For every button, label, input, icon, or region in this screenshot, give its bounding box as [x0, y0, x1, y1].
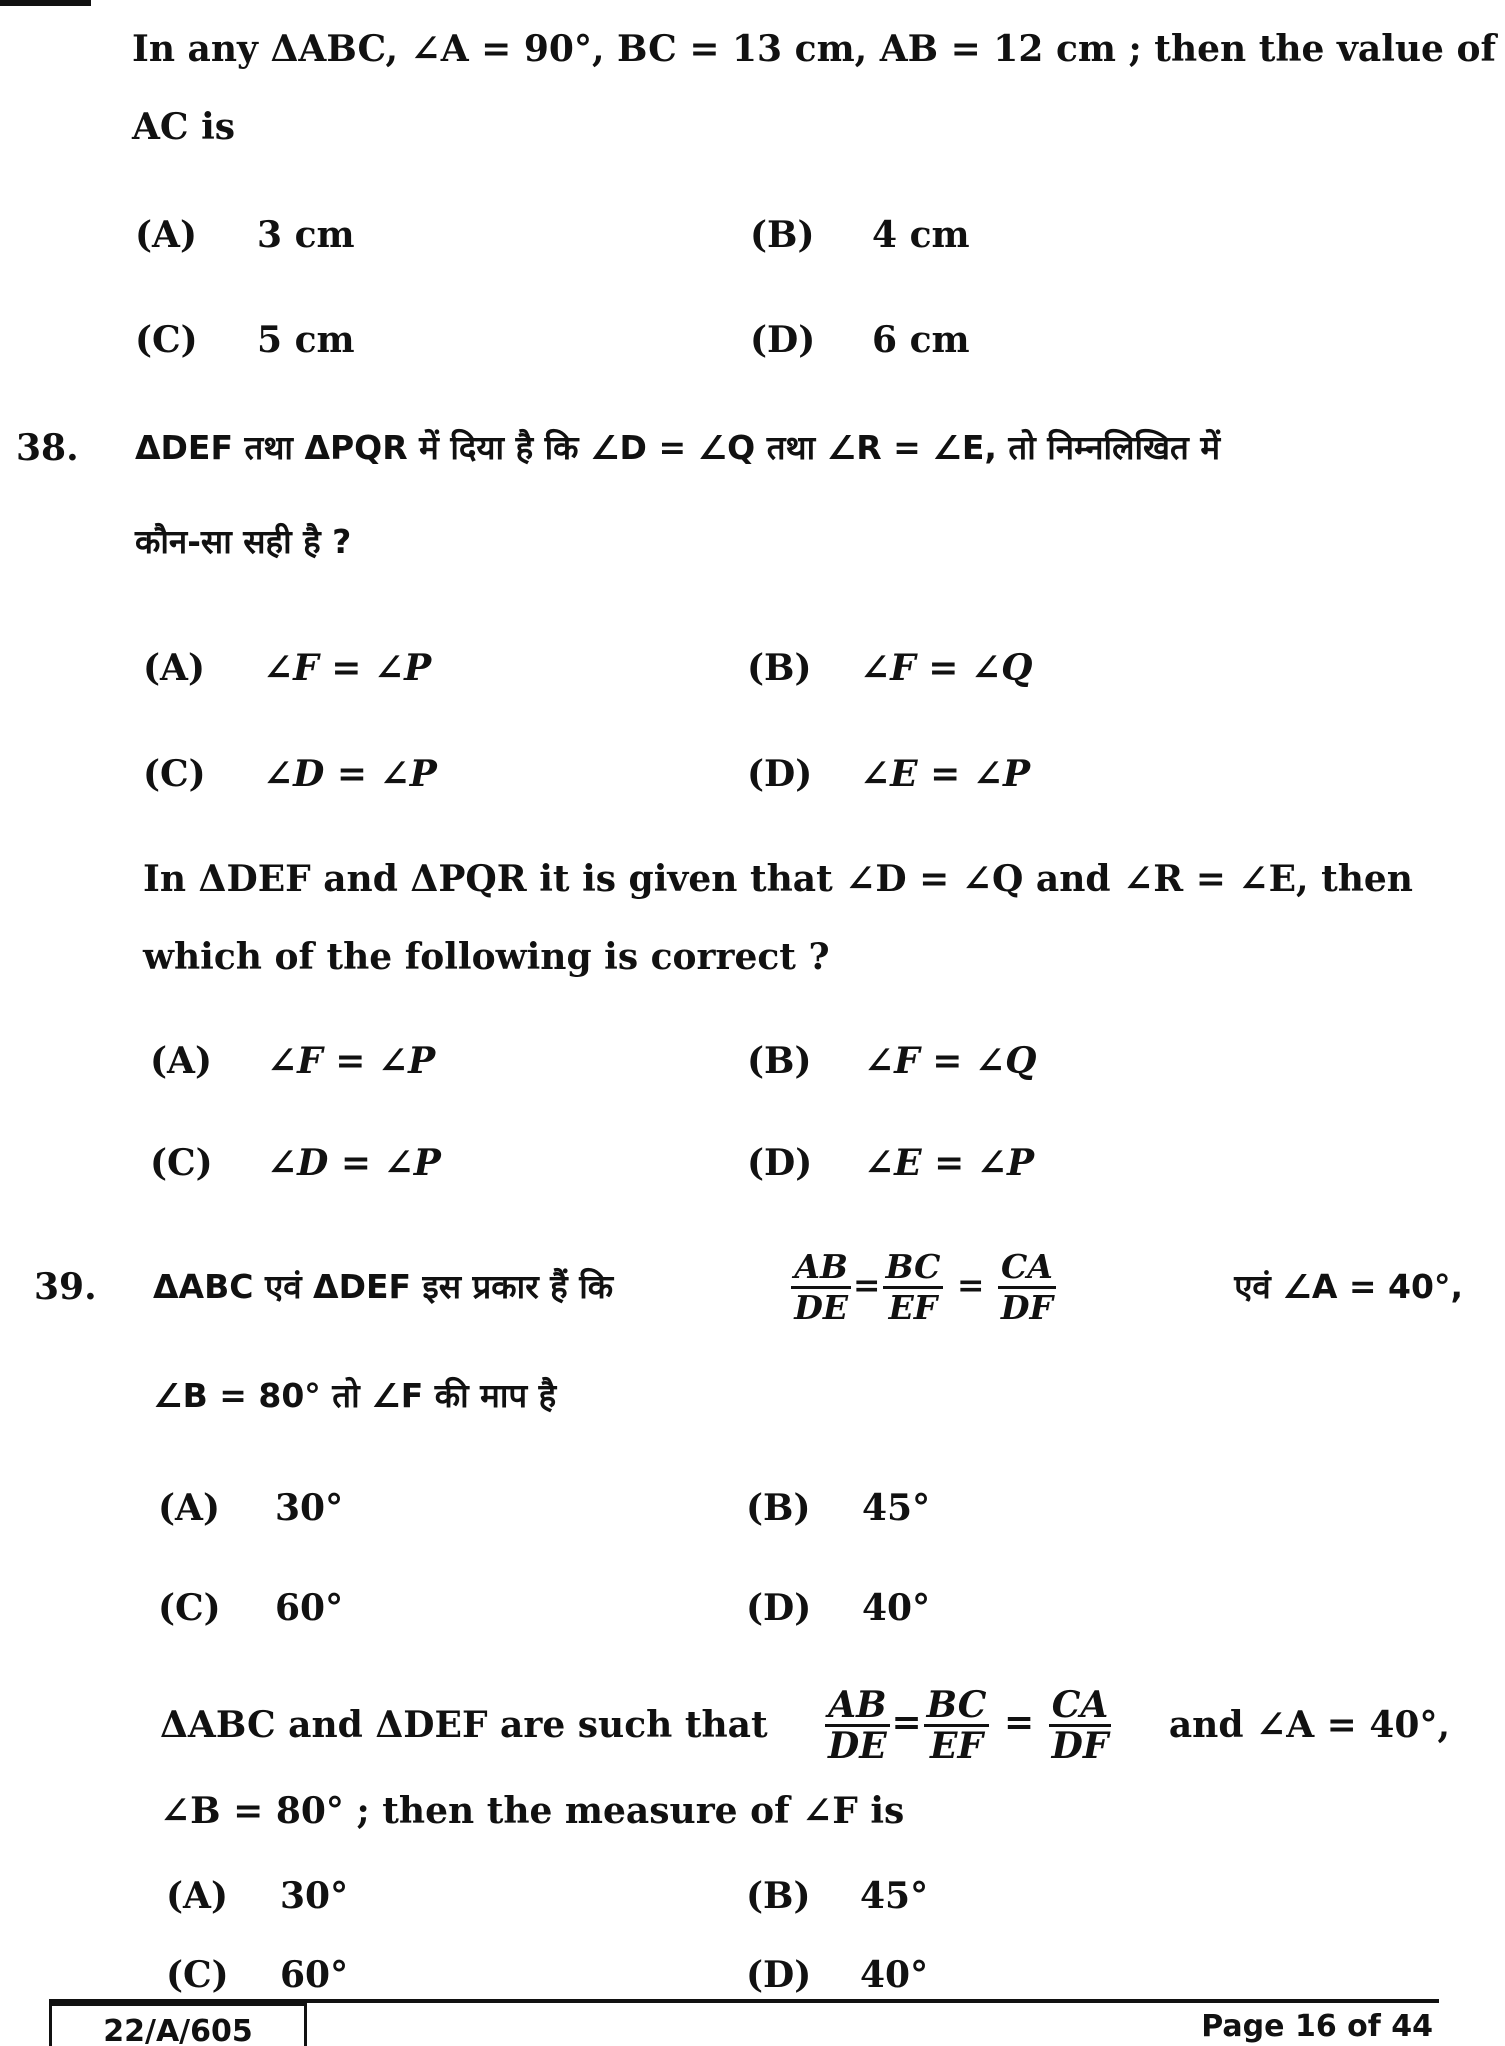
equals-sign: =: [956, 1265, 985, 1304]
q39-hindi-prefix: ΔABC एवं ΔDEF इस प्रकार हैं कि: [153, 1267, 614, 1306]
q38-en-option-c-label: (C): [150, 1142, 213, 1184]
q39-hindi-suffix: एवं ∠A = 40°,: [1234, 1267, 1463, 1306]
fraction-denominator: DF: [1051, 1724, 1109, 1767]
q38-english-line2: which of the following is correct ?: [143, 936, 830, 978]
q39-hi-option-a-value: 30°: [275, 1487, 344, 1529]
q39-en-option-b-value: 45°: [860, 1875, 929, 1917]
q38-hi-option-a-value: ∠F = ∠P: [263, 647, 432, 689]
q38-en-option-d-label: (D): [747, 1142, 813, 1184]
q39-english-suffix: and ∠A = 40°,: [1168, 1704, 1450, 1746]
q39-en-option-d-value: 40°: [860, 1954, 929, 1996]
q37-option-b-value: 4 cm: [872, 214, 970, 256]
fraction-denominator: DF: [1000, 1287, 1053, 1327]
q38-en-option-a-value: ∠F = ∠P: [267, 1040, 436, 1082]
q37-option-a-value: 3 cm: [257, 214, 355, 256]
q38-hindi-line2: कौन-सा सही है ?: [135, 522, 352, 561]
q39-hi-option-d-value: 40°: [862, 1587, 931, 1629]
q37-option-c-value: 5 cm: [257, 319, 355, 361]
fraction-numerator: CA: [1049, 1686, 1112, 1727]
fraction-numerator: AB: [791, 1248, 851, 1289]
q38-english-line1: In ΔDEF and ΔPQR it is given that ∠D = ∠Q and ∠R = ∠E, then: [143, 858, 1413, 900]
q37-option-b-label: (B): [750, 214, 815, 256]
q37-option-a-label: (A): [135, 214, 197, 256]
q39-en-option-a-value: 30°: [280, 1875, 349, 1917]
q38-hi-option-d-value: ∠E = ∠P: [860, 753, 1031, 795]
q39-hi-option-a-label: (A): [158, 1487, 220, 1529]
fraction-denominator: EF: [930, 1724, 984, 1767]
q37-text-line1: In any ΔABC, ∠A = 90°, BC = 13 cm, AB = 12 cm ; then the value of: [132, 28, 1496, 70]
q39-english-line2: ∠B = 80° ; then the measure of ∠F is: [160, 1790, 905, 1832]
q38-hi-option-b-label: (B): [747, 647, 812, 689]
fraction-numerator: BC: [883, 1248, 944, 1289]
top-edge-mark: [0, 0, 91, 6]
q38-hi-option-c-value: ∠D = ∠P: [263, 753, 437, 795]
q38-en-option-b-label: (B): [747, 1040, 812, 1082]
q38-en-option-a-label: (A): [150, 1040, 212, 1082]
q37-option-d-value: 6 cm: [872, 319, 970, 361]
q38-hi-option-a-label: (A): [143, 647, 205, 689]
q39-english-prefix: ΔABC and ΔDEF are such that: [160, 1704, 768, 1746]
q39-english-ratio: [823, 1683, 1113, 1767]
fraction-numerator: CA: [998, 1248, 1056, 1289]
fraction-numerator: AB: [825, 1686, 889, 1727]
fraction-denominator: EF: [888, 1287, 938, 1327]
q39-en-option-a-label: (A): [166, 1875, 228, 1917]
q38-hi-option-b-value: ∠F = ∠Q: [860, 647, 1033, 689]
q39-hindi-line2: ∠B = 80° तो ∠F की माप है: [153, 1376, 557, 1415]
equals-sign: =: [852, 1265, 881, 1304]
q38-hindi-line1: ΔDEF तथा ΔPQR में दिया है कि ∠D = ∠Q तथा ∠R = ∠E, तो निम्नलिखित में: [135, 428, 1221, 467]
fraction-denominator: DE: [794, 1287, 849, 1327]
q39-hi-option-c-label: (C): [158, 1587, 221, 1629]
q37-text-line2: AC is: [132, 106, 236, 148]
q39-en-option-c-value: 60°: [280, 1954, 349, 1996]
q39-hindi-ratio: [789, 1248, 1057, 1327]
q39-english-line1: [160, 1683, 1450, 1767]
q38-hi-option-c-label: (C): [143, 753, 206, 795]
paper-code: 22/A/605: [49, 2003, 307, 2046]
fraction-numerator: BC: [924, 1686, 990, 1727]
q39-hi-option-b-label: (B): [746, 1487, 811, 1529]
equals-sign: =: [891, 1701, 922, 1743]
q39-hi-option-c-value: 60°: [275, 1587, 344, 1629]
fraction-denominator: DE: [827, 1724, 887, 1767]
q38-en-option-c-value: ∠D = ∠P: [267, 1142, 441, 1184]
page-number: Page 16 of 44: [1201, 2009, 1433, 2044]
q39-en-option-c-label: (C): [166, 1954, 229, 1996]
q37-option-d-label: (D): [750, 319, 816, 361]
q39-en-option-b-label: (B): [746, 1875, 811, 1917]
q38-hi-option-d-label: (D): [747, 753, 813, 795]
q39-number: 39.: [34, 1266, 97, 1308]
q37-option-c-label: (C): [135, 319, 198, 361]
q39-en-option-d-label: (D): [746, 1954, 812, 1996]
q39-hi-option-d-label: (D): [746, 1587, 812, 1629]
q38-number: 38.: [16, 427, 79, 469]
q38-en-option-b-value: ∠F = ∠Q: [864, 1040, 1037, 1082]
q39-hindi-line1: [153, 1245, 1463, 1329]
q39-hi-option-b-value: 45°: [862, 1487, 931, 1529]
equals-sign: =: [1003, 1701, 1035, 1743]
q38-en-option-d-value: ∠E = ∠P: [864, 1142, 1035, 1184]
